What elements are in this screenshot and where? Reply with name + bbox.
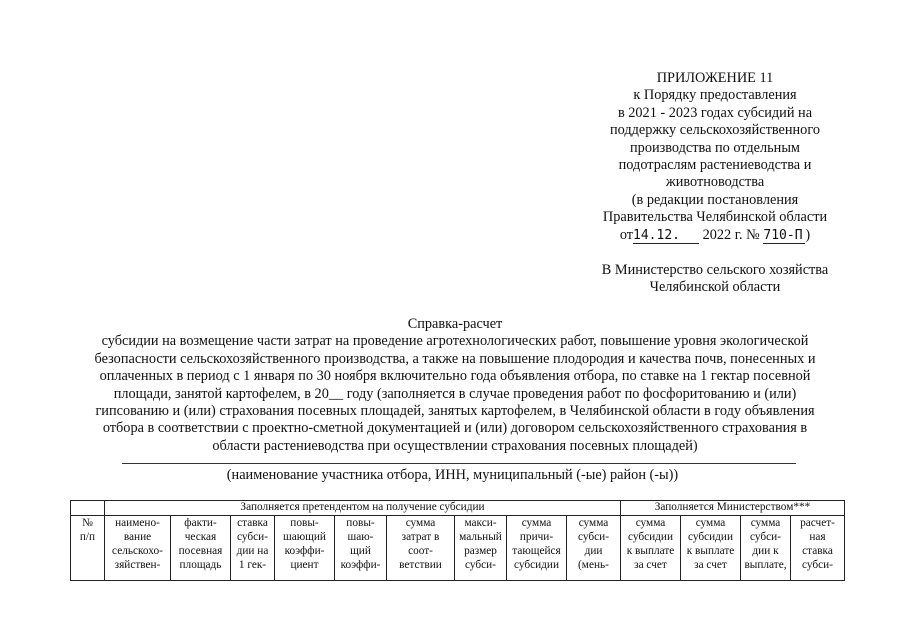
col-header-number: № п/п bbox=[71, 516, 105, 581]
col-header-payout-2: сумма субсидии к выплате за счет bbox=[681, 516, 741, 581]
table-cell-empty bbox=[71, 501, 105, 516]
appendix-line: поддержку сельскохозяйственного bbox=[610, 122, 820, 139]
col-header-calc-rate: расчет- ная ставка субси- bbox=[791, 516, 845, 581]
col-header-payout-3: сумма субси- дии к выплате, bbox=[741, 516, 791, 581]
handwritten-date: 14.12. bbox=[633, 229, 699, 244]
appendix-header bbox=[560, 70, 870, 244]
heading-line: площади, занятой картофелем, в 20__ году (заполняется в случае проведения работ по фосфоритованию и (или) bbox=[113, 385, 797, 402]
col-header-costs: сумма затрат в соот- ветствии bbox=[387, 516, 455, 581]
calculation-table bbox=[70, 500, 845, 581]
col-header-area: факти- ческая посевная площадь bbox=[171, 516, 231, 581]
heading-line: гипсованию и (или) страхования посевных площадей, занятых картофелем, в Челябинской области в году объявления bbox=[95, 403, 815, 420]
document-title: Справка-расчет bbox=[407, 316, 503, 332]
table-column-header-row bbox=[71, 516, 845, 581]
col-header-name: наимено- вание сельскохо- зяйствен- bbox=[105, 516, 171, 581]
addressee-line-1: В Министерство сельского хозяйства bbox=[601, 262, 829, 278]
heading-line: области растениеводства при осуществлении страхования посевных площадей) bbox=[212, 437, 698, 454]
addressee bbox=[560, 262, 870, 297]
date-suffix: 2022 г. № bbox=[702, 226, 760, 243]
appendix-line: производства по отдельным bbox=[630, 139, 800, 156]
col-header-rate: ставка субси- дии на 1 гек- bbox=[231, 516, 275, 581]
heading-line: отбора в соответствии с проектно-сметной документацией и (или) договором сельскохозяйственного страхования в bbox=[102, 420, 808, 437]
col-header-due-subsidy: сумма причи- тающейся субсидии bbox=[507, 516, 567, 581]
appendix-line: в 2021 - 2023 годах субсидий на bbox=[617, 104, 813, 121]
appendix-line: ПРИЛОЖЕНИЕ 11 bbox=[656, 70, 774, 86]
table-group-row bbox=[71, 501, 845, 516]
group-ministry: Заполняется Министерством*** bbox=[621, 501, 845, 516]
appendix-line: животноводства bbox=[665, 174, 765, 191]
addressee-line-2: Челябинской области bbox=[649, 279, 781, 296]
document-heading bbox=[60, 316, 850, 455]
appendix-line: Правительства Челябинской области bbox=[602, 209, 828, 226]
heading-line: безопасности сельскохозяйственного производства, а также на повышение плодородия и качества почв, понесенных и bbox=[94, 350, 816, 367]
participant-name-line bbox=[122, 463, 796, 464]
appendix-line: подотраслям растениеводства и bbox=[618, 157, 812, 174]
appendix-line: (в редакции постановления bbox=[631, 191, 799, 208]
col-header-payout-1: сумма субсидии к выплате за счет bbox=[621, 516, 681, 581]
col-header-subsidy-sum: сумма субси- дии (мень- bbox=[567, 516, 621, 581]
participant-caption: (наименование участника отбора, ИНН, муниципальный (-ые) район (-ы)) bbox=[226, 467, 679, 483]
col-header-max-subsidy: макси- мальный размер субси- bbox=[455, 516, 507, 581]
heading-line: оплаченных в период с 1 января по 30 ноября включительно года объявления отбора, по ставке на 1 гектар посевной bbox=[99, 368, 811, 385]
resolution-date-line: от14.12. 2022 г. № 710-П ) bbox=[619, 226, 811, 243]
heading-line: субсидии на возмещение части затрат на проведение агротехнологических работ, повышение уровня экологической bbox=[101, 333, 809, 350]
group-applicant: Заполняется претендентом на получение субсидии bbox=[105, 501, 621, 516]
col-header-coefficient-2: повы- шаю- щий коэффи- bbox=[335, 516, 387, 581]
appendix-line: к Порядку предоставления bbox=[633, 87, 797, 104]
col-header-coefficient-1: повы- шающий коэффи- циент bbox=[275, 516, 335, 581]
handwritten-number: 710-П bbox=[763, 229, 805, 244]
date-prefix: от bbox=[619, 226, 634, 243]
